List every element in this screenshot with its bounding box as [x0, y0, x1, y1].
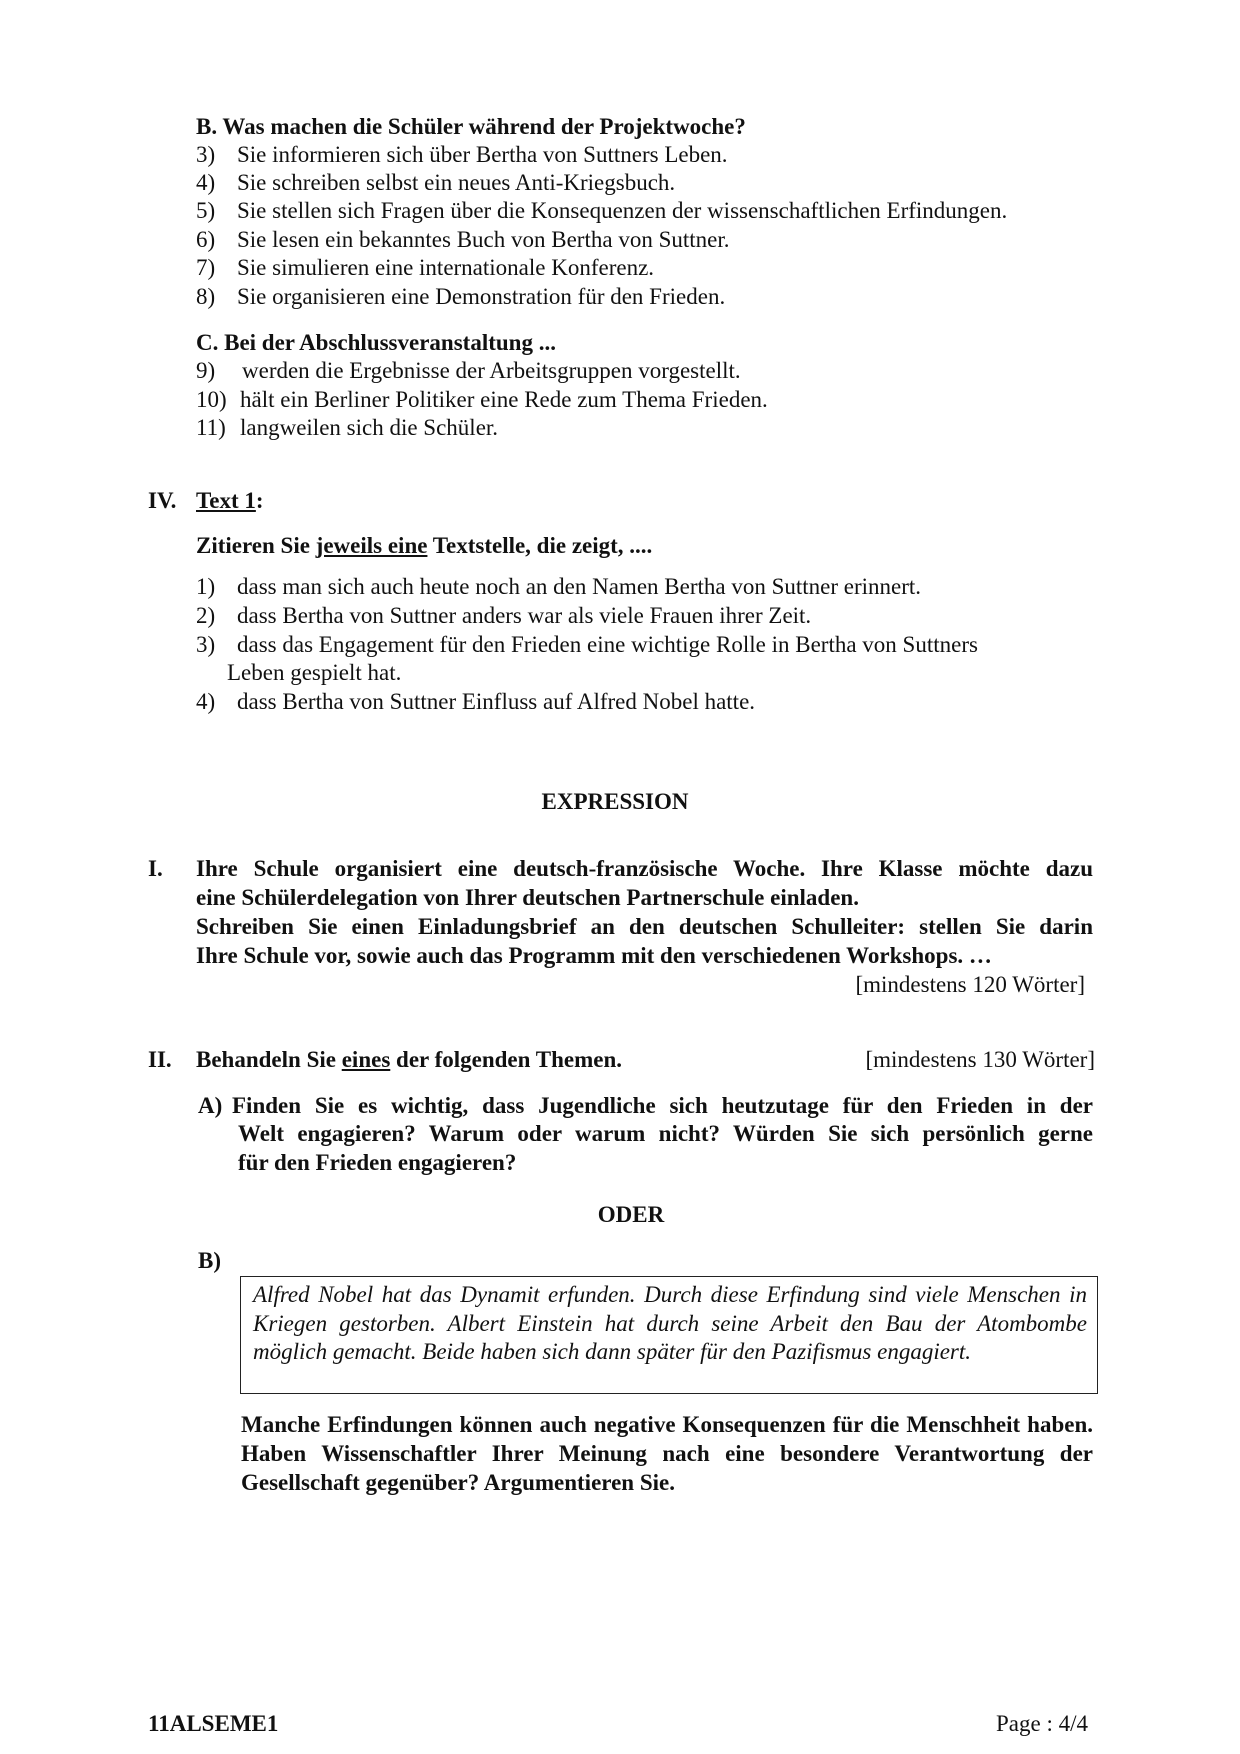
option-a-line: für den Frieden engagieren? [238, 1150, 517, 1175]
list-item [196, 357, 741, 385]
item-number: 5) [196, 198, 216, 223]
item-number: 8) [196, 284, 216, 309]
task-ii-wordcount: [mindestens 130 Wörter] [865, 1047, 1095, 1072]
list-item [196, 197, 1007, 225]
item-number: 1) [196, 574, 216, 599]
item-text: dass Bertha von Suttner anders war als viele Frauen ihrer Zeit. [237, 603, 812, 628]
expression-heading: EXPRESSION [541, 789, 689, 814]
item-text: langweilen sich die Schüler. [240, 415, 499, 440]
section-iv-title [196, 487, 264, 515]
section-iv-instruction [196, 532, 652, 560]
list-item [196, 386, 768, 414]
quote-box [240, 1276, 1098, 1394]
task-i-wordcount: [mindestens 120 Wörter] [855, 972, 1085, 997]
item-text: dass das Engagement für den Frieden eine wichtige Rolle in Bertha von Suttners [237, 632, 978, 657]
section-iv-number: IV. [148, 488, 177, 513]
list-item-continuation: Leben gespielt hat. [227, 660, 402, 685]
list-item [196, 573, 921, 601]
item-number: 7) [196, 255, 216, 280]
item-text: dass man sich auch heute noch an den Namen Bertha von Suttner erinnert. [237, 574, 922, 599]
section-c-heading: C. Bei der Abschlussveranstaltung ... [196, 330, 556, 355]
oder-separator: ODER [597, 1202, 665, 1227]
item-text: Sie simulieren eine internationale Konferenz. [237, 255, 655, 280]
item-number: 11) [196, 415, 226, 440]
list-item [196, 631, 978, 659]
option-a-line: Finden Sie es wichtig, dass Jugendliche sich heutzutage für den Frieden in der [232, 1093, 1093, 1118]
item-text: hält ein Berliner Politiker eine Rede zum Thema Frieden. [240, 387, 768, 412]
item-text: Sie lesen ein bekanntes Buch von Bertha von Suttner. [237, 227, 730, 252]
task-ii-heading [196, 1046, 622, 1074]
task-i-number: I. [148, 856, 163, 881]
item-text: werden die Ergebnisse der Arbeitsgruppen vorgestellt. [242, 358, 741, 383]
text-reference: Text 1 [196, 488, 256, 513]
page-number: Page : 4/4 [996, 1711, 1088, 1736]
quote-text: Alfred Nobel hat das Dynamit erfunden. Durch diese Erfindung sind viele Menschen in Kriegen gestorben. Albert Einstein hat durch seine Arbeit den Bau der Atombombe möglich gemacht. Beide haben sich dann später für den Pazifismus engagiert. [253, 1282, 1087, 1364]
item-text: Sie stellen sich Fragen über die Konsequenzen der wissenschaftlichen Erfindungen. [237, 198, 1008, 223]
item-number: 2) [196, 603, 216, 628]
list-item [196, 141, 728, 169]
list-item [196, 226, 730, 254]
option-b-question: Manche Erfindungen können auch negative Konsequenzen für die Menschheit haben. Haben Wissenschaftler Ihrer Meinung nach eine besondere Verantwortung der Gesellschaft gegenüber? Argumentieren Sie. [241, 1412, 1093, 1495]
item-text: dass Bertha von Suttner Einfluss auf Alfred Nobel hatte. [237, 689, 756, 714]
option-a-label: A) [198, 1093, 223, 1118]
task-i-line: Ihre Schule vor, sowie auch das Programm mit den verschiedenen Workshops. … [196, 943, 992, 968]
option-a-line: Welt engagieren? Warum oder warum nicht? Würden Sie sich persönlich gerne [238, 1121, 1093, 1146]
list-item [196, 169, 675, 197]
instruction-pre: Zitieren Sie [196, 533, 316, 558]
exam-code: 11ALSEME1 [148, 1711, 279, 1736]
item-text: Sie schreiben selbst ein neues Anti-Kriegsbuch. [237, 170, 676, 195]
instruction-emphasis: jeweils eine [315, 533, 428, 558]
list-item [196, 254, 654, 282]
item-number: 9) [196, 358, 216, 383]
task-i-line: eine Schülerdelegation von Ihrer deutschen Partnerschule einladen. [196, 885, 859, 910]
list-item [196, 414, 498, 442]
item-number: 10) [196, 387, 227, 412]
section-b-heading: B. Was machen die Schüler während der Projektwoche? [196, 114, 746, 139]
task-ii-number: II. [148, 1047, 172, 1072]
item-text: Sie informieren sich über Bertha von Suttners Leben. [237, 142, 728, 167]
item-number: 3) [196, 142, 216, 167]
item-number: 3) [196, 632, 216, 657]
item-text: Sie organisieren eine Demonstration für den Frieden. [237, 284, 726, 309]
title-colon: : [255, 488, 264, 513]
task-i-line: Ihre Schule organisiert eine deutsch-französische Woche. Ihre Klasse möchte dazu [196, 856, 1093, 881]
heading-post: der folgenden Themen. [390, 1047, 622, 1072]
heading-emphasis: eines [341, 1047, 391, 1072]
list-item [196, 688, 755, 716]
task-i-line: Schreiben Sie einen Einladungsbrief an den deutschen Schulleiter: stellen Sie darin [196, 914, 1093, 939]
item-number: 6) [196, 227, 216, 252]
heading-pre: Behandeln Sie [196, 1047, 342, 1072]
instruction-post: Textstelle, die zeigt, .... [427, 533, 653, 558]
item-number: 4) [196, 689, 216, 714]
list-item [196, 283, 725, 311]
option-b-label: B) [198, 1248, 221, 1273]
list-item [196, 602, 811, 630]
item-number: 4) [196, 170, 216, 195]
